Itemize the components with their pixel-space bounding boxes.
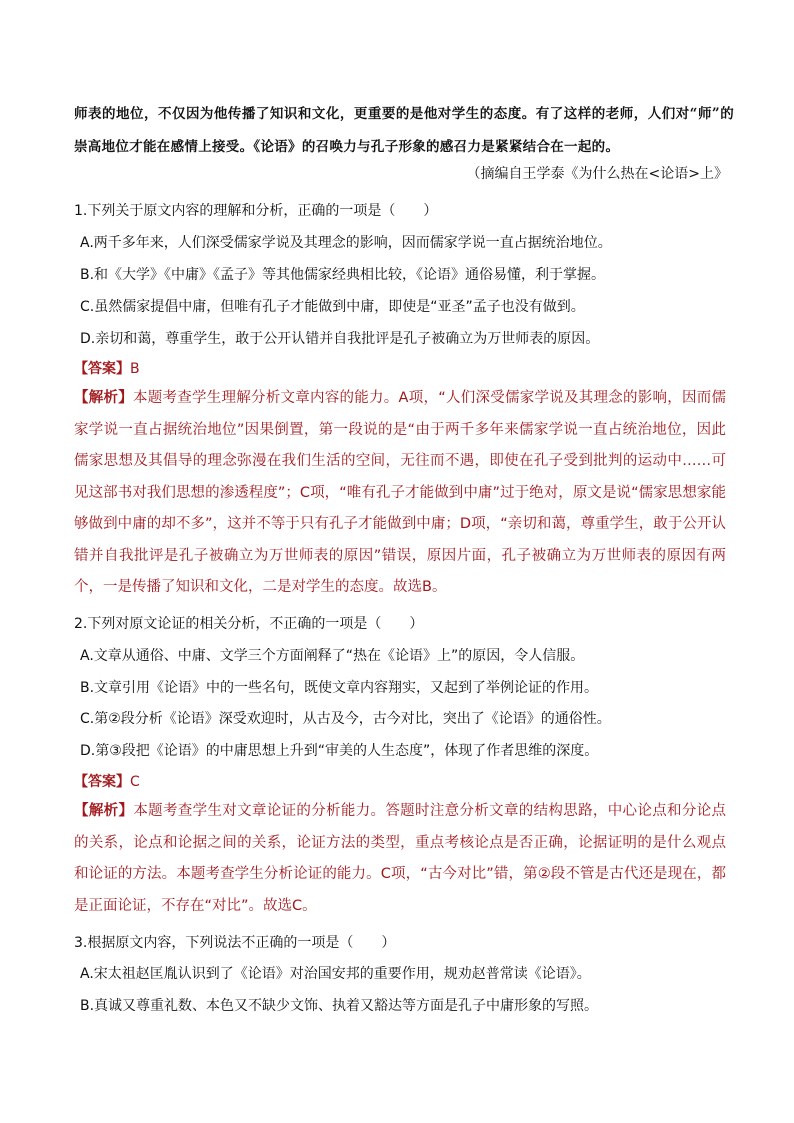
question-2-option-a: A.文章从通俗、中庸、文学三个方面阐释了“热在《论语》上”的原因，令人信服。 xyxy=(80,648,585,664)
source-citation: （摘编自王学泰《为什么热在<论语>上》 xyxy=(466,166,728,182)
answer-value: B xyxy=(130,361,140,377)
question-1-option-c: C.虽然儒家提倡中庸，但唯有孔子才能做到中庸，即使是“亚圣”孟子也没有做到。 xyxy=(80,299,585,315)
question-3-option-b: B.真诚又尊重礼数、本色又不缺少文饰、执着又豁达等方面是孔子中庸形象的写照。 xyxy=(80,998,599,1014)
analysis-text: 本题考查学生理解分析文章内容的能力。A项，“人们深受儒家学说及其理念的影响，因而儒家学说一直占据统治地位”因果倒置，第一段说的是“由于两千多年来儒家学说一直占统治地位，因此儒家思想及其倡导的理念弥漫在我们生活的空间，无往而不遇，即使在孔子受到批判的运动中……可见这部书对我们思想的渗透程度”；C项，“唯有孔子才能做到中庸”过于绝对，原文是说“儒家思想家能够做到中庸的却不多”，这并不等于只有孔子才能做到中庸；D项，“亲切和蔼，尊重学生，敢于公开认错并自我批评是孔子被确立为万世师表的原因”错误，原因片面，孔子被确立为万世师表的原因有两个，一是传播了知识和文化，二是对学生的态度。故选B。 xyxy=(74,390,726,595)
answer-label: 【答案】 xyxy=(74,361,130,377)
question-1-stem: 1.下列关于原文内容的理解和分析，正确的一项是（ ） xyxy=(74,203,438,219)
question-1-option-d: D.亲切和蔼，尊重学生，敢于公开认错并自我批评是孔子被确立为万世师表的原因。 xyxy=(80,331,600,347)
question-3-option-a: A.宋太祖赵匡胤认识到了《论语》对治国安邦的重要作用，规劝赵普常读《论语》。 xyxy=(80,966,591,982)
answer-label: 【答案】 xyxy=(74,774,130,790)
question-1-answer xyxy=(74,358,140,378)
question-1-analysis xyxy=(74,383,726,604)
analysis-label: 【解析】 xyxy=(74,803,134,819)
question-2-answer xyxy=(74,771,140,791)
question-2-option-c: C.第②段分析《论语》深受欢迎时，从古及今，古今对比，突出了《论语》的通俗性。 xyxy=(80,711,611,727)
question-2-option-d: D.第③段把《论语》的中庸思想上升到“审美的人生态度”，体现了作者思维的深度。 xyxy=(80,743,599,759)
intro-paragraph: 师表的地位，不仅因为他传播了知识和文化，更重要的是他对学生的态度。有了这样的老师，人们对“师”的崇高地位才能在感情上接受。《论语》的召唤力与孔子形象的感召力是紧紧结合在一起的。 xyxy=(74,106,734,155)
analysis-text: 本题考查学生对文章论证的分析能力。答题时注意分析文章的结构思路，中心论点和分论点的关系，论点和论据之间的关系，论证方法的类型，重点考核论点是否正确，论据证明的是什么观点和论证的方法。本题考查学生分析论证的能力。C项，“古今对比”错，第②段不管是古代还是现在，都是正面论证，不存在“对比”。故选C。 xyxy=(74,803,727,914)
question-2-analysis xyxy=(74,796,726,922)
question-2-stem: 2.下列对原文论证的相关分析，不正确的一项是（ ） xyxy=(74,616,424,632)
analysis-label: 【解析】 xyxy=(74,390,134,406)
question-2-option-b: B.文章引用《论语》中的一些名句，既使文章内容翔实，又起到了举例论证的作用。 xyxy=(80,680,599,696)
question-3-stem: 3.根据原文内容，下列说法不正确的一项是（ ） xyxy=(74,935,396,951)
question-1-option-a: A.两千多年来，人们深受儒家学说及其理念的影响，因而儒家学说一直占据统治地位。 xyxy=(80,235,612,251)
question-1-option-b: B.和《大学》《中庸》《孟子》等其他儒家经典相比较，《论语》通俗易懂，利于掌握。 xyxy=(80,267,606,283)
answer-value: C xyxy=(130,774,140,790)
